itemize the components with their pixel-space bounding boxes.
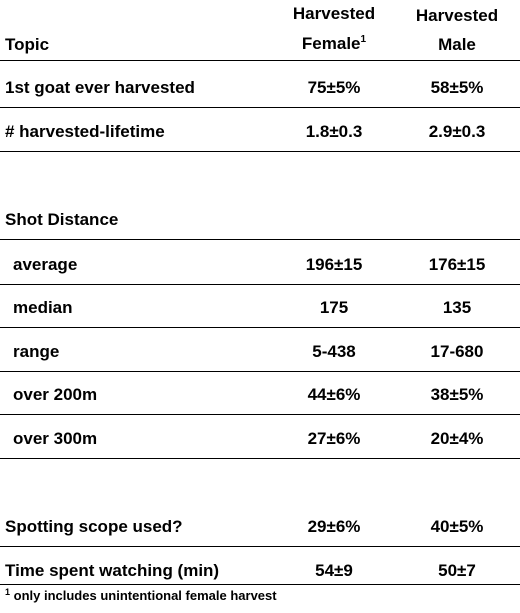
header-topic: Topic (5, 35, 50, 54)
row-rule (0, 327, 520, 328)
row-rule (0, 151, 520, 152)
row-male-value: 176±15 (428, 255, 486, 274)
header-male-line2: Male (438, 35, 476, 54)
row-male-value: 38±5% (430, 385, 484, 404)
row-label: 1st goat ever harvested (5, 78, 195, 97)
row-rule (0, 371, 520, 372)
header-female-footnote-marker: 1 (360, 34, 367, 45)
row-label: median (13, 298, 73, 317)
row-male-value: 135 (442, 298, 472, 317)
row-label: # harvested-lifetime (5, 122, 165, 141)
footnote (5, 588, 277, 605)
row-female-value: 5-438 (312, 342, 356, 361)
row-rule (0, 414, 520, 415)
row-female-value: 29±6% (307, 517, 361, 536)
row-label: over 300m (13, 429, 98, 448)
row-female-value: 44±6% (307, 385, 361, 404)
section-heading-shot-distance: Shot Distance (5, 210, 119, 229)
row-male-value: 17-680 (430, 342, 484, 361)
row-female-value: 75±5% (307, 78, 361, 97)
footnote-marker: 1 (5, 587, 11, 597)
row-female-value: 27±6% (307, 429, 361, 448)
header-female-line1: Harvested (292, 4, 376, 23)
footnote-text: only includes unintentional female harvest (13, 588, 277, 603)
row-rule (0, 107, 520, 108)
row-rule (0, 239, 520, 240)
row-female-value: 175 (319, 298, 349, 317)
row-male-value: 2.9±0.3 (428, 122, 486, 141)
header-female-label: Female (301, 34, 361, 53)
row-male-value: 58±5% (430, 78, 484, 97)
row-label: over 200m (13, 385, 98, 404)
row-rule (0, 458, 520, 459)
row-female-value: 1.8±0.3 (305, 122, 363, 141)
header-rule (0, 60, 520, 61)
row-female-value: 54±9 (315, 561, 353, 580)
row-label: range (13, 342, 60, 361)
row-label: average (13, 255, 78, 274)
row-male-value: 20±4% (430, 429, 484, 448)
row-label: Spotting scope used? (5, 517, 183, 536)
header-female-line2 (272, 34, 396, 57)
table-bottom-rule (0, 584, 520, 585)
row-male-value: 40±5% (430, 517, 484, 536)
row-male-value: 50±7 (438, 561, 476, 580)
row-label: Time spent watching (min) (5, 561, 220, 580)
row-female-value: 196±15 (305, 255, 363, 274)
row-rule (0, 284, 520, 285)
row-rule (0, 546, 520, 547)
header-male-line1: Harvested (415, 6, 499, 25)
